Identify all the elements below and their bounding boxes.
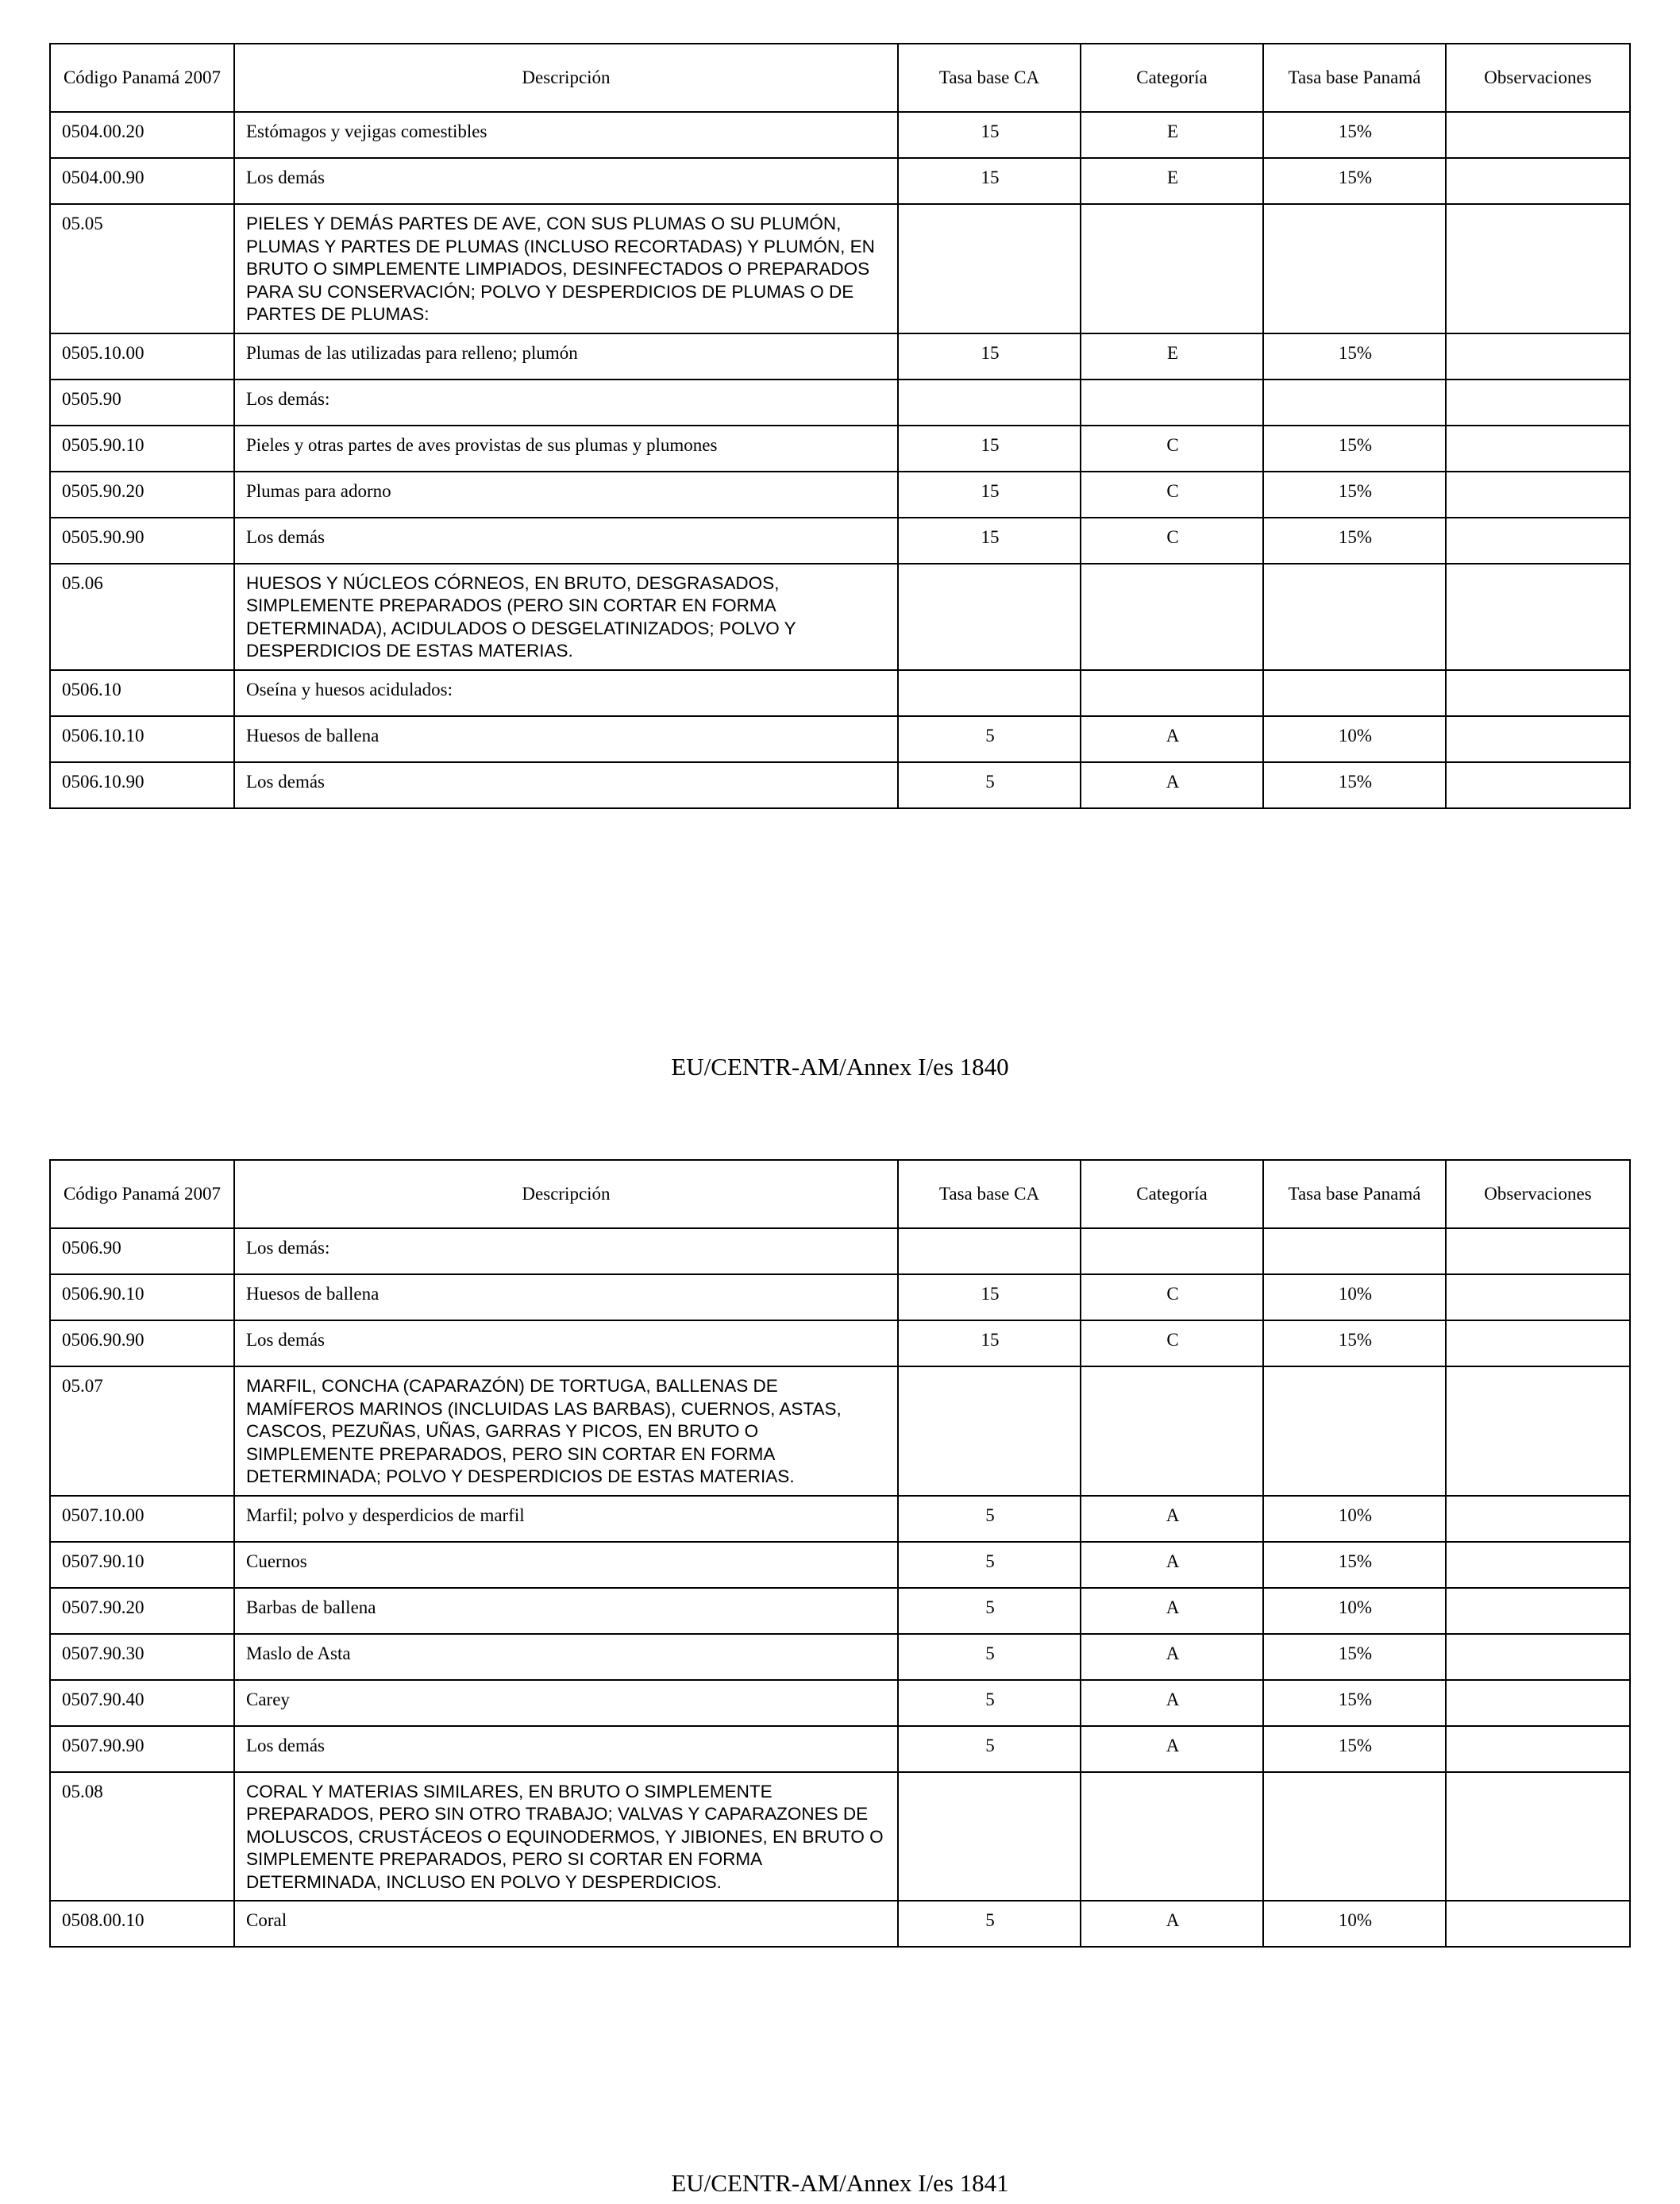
cell-description: Barbas de ballena xyxy=(234,1588,898,1634)
tariff-table-page-1841 xyxy=(49,1159,1631,1948)
cell-base-rate-panama: 10% xyxy=(1263,1496,1446,1542)
cell-category: A xyxy=(1081,1680,1263,1726)
cell-observations xyxy=(1446,1228,1630,1274)
cell-description: Cuernos xyxy=(234,1542,898,1588)
cell-observations xyxy=(1446,1588,1630,1634)
cell-code: 0507.90.90 xyxy=(50,1726,234,1772)
cell-base-rate-panama: 15% xyxy=(1263,333,1446,380)
cell-category xyxy=(1081,380,1263,426)
cell-code: 0504.00.20 xyxy=(50,112,234,158)
header-base-rate-panama: Tasa base Panamá xyxy=(1263,1160,1446,1228)
cell-code: 0506.10 xyxy=(50,670,234,716)
cell-base-rate-ca: 5 xyxy=(898,1901,1081,1947)
cell-description: Los demás xyxy=(234,518,898,564)
cell-base-rate-ca: 5 xyxy=(898,716,1081,762)
cell-code: 0505.90.90 xyxy=(50,518,234,564)
cell-base-rate-panama: 15% xyxy=(1263,1634,1446,1680)
cell-description: Los demás xyxy=(234,158,898,204)
page-footer: EU/CENTR-AM/Annex I/es 1841 xyxy=(671,2169,1009,2197)
table-row xyxy=(50,1496,1630,1542)
cell-description: Los demás xyxy=(234,1726,898,1772)
cell-description: Estómagos y vejigas comestibles xyxy=(234,112,898,158)
cell-base-rate-panama: 10% xyxy=(1263,716,1446,762)
cell-code: 0507.90.10 xyxy=(50,1542,234,1588)
cell-category xyxy=(1081,1366,1263,1496)
header-observations: Observaciones xyxy=(1446,44,1630,112)
cell-description: Huesos de ballena xyxy=(234,716,898,762)
cell-category: A xyxy=(1081,716,1263,762)
cell-base-rate-panama: 15% xyxy=(1263,112,1446,158)
table-row xyxy=(50,518,1630,564)
table-row xyxy=(50,1634,1630,1680)
cell-base-rate-ca: 5 xyxy=(898,1588,1081,1634)
table-body xyxy=(50,1228,1630,1947)
table-row xyxy=(50,380,1630,426)
cell-base-rate-ca: 15 xyxy=(898,1320,1081,1366)
table-header-row xyxy=(50,44,1630,112)
cell-code: 0506.90.10 xyxy=(50,1274,234,1320)
cell-base-rate-ca xyxy=(898,204,1081,333)
cell-observations xyxy=(1446,204,1630,333)
cell-category: A xyxy=(1081,1496,1263,1542)
header-category: Categoría xyxy=(1081,44,1263,112)
cell-base-rate-panama xyxy=(1263,380,1446,426)
cell-description: Coral xyxy=(234,1901,898,1947)
cell-base-rate-panama: 15% xyxy=(1263,762,1446,808)
cell-category: E xyxy=(1081,112,1263,158)
cell-code: 0508.00.10 xyxy=(50,1901,234,1947)
cell-category xyxy=(1081,564,1263,670)
cell-code: 0505.10.00 xyxy=(50,333,234,380)
cell-base-rate-ca xyxy=(898,1228,1081,1274)
cell-base-rate-ca: 15 xyxy=(898,158,1081,204)
cell-category xyxy=(1081,670,1263,716)
cell-category: C xyxy=(1081,1320,1263,1366)
cell-observations xyxy=(1446,1366,1630,1496)
cell-base-rate-ca: 5 xyxy=(898,1726,1081,1772)
table-row xyxy=(50,762,1630,808)
cell-observations xyxy=(1446,333,1630,380)
table-row xyxy=(50,158,1630,204)
cell-category: A xyxy=(1081,1588,1263,1634)
cell-base-rate-panama: 15% xyxy=(1263,426,1446,472)
header-category: Categoría xyxy=(1081,1160,1263,1228)
table-row xyxy=(50,1274,1630,1320)
table-row xyxy=(50,1901,1630,1947)
table-row xyxy=(50,1726,1630,1772)
table-row xyxy=(50,564,1630,670)
cell-observations xyxy=(1446,1634,1630,1680)
cell-code: 0507.90.20 xyxy=(50,1588,234,1634)
cell-observations xyxy=(1446,1726,1630,1772)
cell-description: Pieles y otras partes de aves provistas de sus plumas y plumones xyxy=(234,426,898,472)
cell-base-rate-ca: 15 xyxy=(898,333,1081,380)
cell-observations xyxy=(1446,1680,1630,1726)
header-base-rate-ca: Tasa base CA xyxy=(898,1160,1081,1228)
table-row xyxy=(50,1366,1630,1496)
cell-observations xyxy=(1446,762,1630,808)
cell-description: Plumas de las utilizadas para relleno; plumón xyxy=(234,333,898,380)
cell-category: A xyxy=(1081,762,1263,808)
cell-base-rate-ca xyxy=(898,1366,1081,1496)
table-row xyxy=(50,1542,1630,1588)
cell-observations xyxy=(1446,472,1630,518)
cell-code: 0506.90.90 xyxy=(50,1320,234,1366)
cell-description: Carey xyxy=(234,1680,898,1726)
cell-base-rate-panama xyxy=(1263,1228,1446,1274)
cell-category: A xyxy=(1081,1634,1263,1680)
cell-category: A xyxy=(1081,1542,1263,1588)
cell-description: MARFIL, CONCHA (CAPARAZÓN) DE TORTUGA, BALLENAS DE MAMÍFEROS MARINOS (INCLUIDAS LAS BARBAS), CUERNOS, ASTAS, CASCOS, PEZUÑAS, UÑAS, GARRAS Y PICOS, EN BRUTO O SIMPLEMENTE PREPARADOS, PERO SIN CORTAR EN FORMA DETERMINADA; POLVO Y DESPERDICIOS DE ESTAS MATERIAS. xyxy=(234,1366,898,1496)
cell-code: 05.05 xyxy=(50,204,234,333)
table-row xyxy=(50,716,1630,762)
cell-code: 0506.10.10 xyxy=(50,716,234,762)
cell-base-rate-ca xyxy=(898,564,1081,670)
cell-category: A xyxy=(1081,1726,1263,1772)
cell-code: 05.06 xyxy=(50,564,234,670)
cell-base-rate-panama xyxy=(1263,204,1446,333)
cell-base-rate-panama: 15% xyxy=(1263,1320,1446,1366)
cell-description: Oseína y huesos acidulados: xyxy=(234,670,898,716)
cell-observations xyxy=(1446,1274,1630,1320)
cell-base-rate-panama xyxy=(1263,1366,1446,1496)
cell-category: C xyxy=(1081,472,1263,518)
cell-code: 0507.90.40 xyxy=(50,1680,234,1726)
cell-code: 0506.90 xyxy=(50,1228,234,1274)
cell-code: 0506.10.90 xyxy=(50,762,234,808)
cell-base-rate-panama: 15% xyxy=(1263,1542,1446,1588)
cell-description: Marfil; polvo y desperdicios de marfil xyxy=(234,1496,898,1542)
cell-observations xyxy=(1446,1772,1630,1902)
cell-base-rate-panama: 15% xyxy=(1263,1680,1446,1726)
cell-observations xyxy=(1446,158,1630,204)
cell-observations xyxy=(1446,380,1630,426)
cell-code: 0505.90.20 xyxy=(50,472,234,518)
cell-observations xyxy=(1446,518,1630,564)
cell-base-rate-ca xyxy=(898,670,1081,716)
cell-base-rate-ca: 5 xyxy=(898,1634,1081,1680)
cell-observations xyxy=(1446,670,1630,716)
table-header-row xyxy=(50,1160,1630,1228)
table-row xyxy=(50,472,1630,518)
cell-description: HUESOS Y NÚCLEOS CÓRNEOS, EN BRUTO, DESGRASADOS, SIMPLEMENTE PREPARADOS (PERO SIN CORTAR EN FORMA DETERMINADA), ACIDULADOS O DESGELATINIZADOS; POLVO Y DESPERDICIOS DE ESTAS MATERIAS. xyxy=(234,564,898,670)
cell-base-rate-panama: 15% xyxy=(1263,158,1446,204)
cell-observations xyxy=(1446,1542,1630,1588)
cell-base-rate-ca xyxy=(898,380,1081,426)
cell-base-rate-ca: 5 xyxy=(898,1542,1081,1588)
cell-category: E xyxy=(1081,158,1263,204)
cell-observations xyxy=(1446,112,1630,158)
cell-description: Los demás: xyxy=(234,1228,898,1274)
cell-base-rate-panama: 15% xyxy=(1263,518,1446,564)
cell-description: PIELES Y DEMÁS PARTES DE AVE, CON SUS PLUMAS O SU PLUMÓN, PLUMAS Y PARTES DE PLUMAS (INCLUSO RECORTADAS) Y PLUMÓN, EN BRUTO O SIMPLEMENTE LIMPIADOS, DESINFECTADOS O PREPARADOS PARA SU CONSERVACIÓN; POLVO Y DESPERDICIOS DE PLUMAS O DE PARTES DE PLUMAS: xyxy=(234,204,898,333)
cell-category: E xyxy=(1081,333,1263,380)
cell-description: Los demás xyxy=(234,762,898,808)
cell-base-rate-ca: 15 xyxy=(898,426,1081,472)
cell-base-rate-panama: 10% xyxy=(1263,1901,1446,1947)
cell-code: 0507.90.30 xyxy=(50,1634,234,1680)
table-row xyxy=(50,426,1630,472)
header-observations: Observaciones xyxy=(1446,1160,1630,1228)
cell-base-rate-panama: 15% xyxy=(1263,472,1446,518)
cell-base-rate-ca: 5 xyxy=(898,1680,1081,1726)
cell-observations xyxy=(1446,1320,1630,1366)
cell-description: Maslo de Asta xyxy=(234,1634,898,1680)
cell-base-rate-ca: 15 xyxy=(898,472,1081,518)
cell-code: 0505.90 xyxy=(50,380,234,426)
cell-observations xyxy=(1446,564,1630,670)
header-code: Código Panamá 2007 xyxy=(50,1160,234,1228)
cell-description: Plumas para adorno xyxy=(234,472,898,518)
cell-code: 0507.10.00 xyxy=(50,1496,234,1542)
header-description: Descripción xyxy=(234,1160,898,1228)
cell-category: C xyxy=(1081,426,1263,472)
table-row xyxy=(50,1680,1630,1726)
cell-category: A xyxy=(1081,1901,1263,1947)
table-row xyxy=(50,1588,1630,1634)
header-code: Código Panamá 2007 xyxy=(50,44,234,112)
cell-category xyxy=(1081,1228,1263,1274)
cell-description: Huesos de ballena xyxy=(234,1274,898,1320)
cell-base-rate-ca: 15 xyxy=(898,518,1081,564)
page-footer: EU/CENTR-AM/Annex I/es 1840 xyxy=(671,1053,1009,1081)
cell-base-rate-panama: 10% xyxy=(1263,1588,1446,1634)
table-row xyxy=(50,1320,1630,1366)
cell-category xyxy=(1081,204,1263,333)
cell-description: Los demás xyxy=(234,1320,898,1366)
cell-description: CORAL Y MATERIAS SIMILARES, EN BRUTO O SIMPLEMENTE PREPARADOS, PERO SIN OTRO TRABAJO; VALVAS Y CAPARAZONES DE MOLUSCOS, CRUSTÁCEOS O EQUINODERMOS, Y JIBIONES, EN BRUTO O SIMPLEMENTE PREPARADOS, PERO SI CORTAR EN FORMA DETERMINADA, INCLUSO EN POLVO Y DESPERDICIOS. xyxy=(234,1772,898,1902)
table-row xyxy=(50,112,1630,158)
cell-base-rate-ca: 5 xyxy=(898,1496,1081,1542)
header-base-rate-panama: Tasa base Panamá xyxy=(1263,44,1446,112)
cell-observations xyxy=(1446,426,1630,472)
cell-base-rate-panama xyxy=(1263,564,1446,670)
cell-observations xyxy=(1446,1496,1630,1542)
cell-base-rate-panama: 10% xyxy=(1263,1274,1446,1320)
cell-base-rate-ca: 15 xyxy=(898,1274,1081,1320)
table-row xyxy=(50,333,1630,380)
cell-base-rate-panama xyxy=(1263,1772,1446,1902)
cell-code: 05.07 xyxy=(50,1366,234,1496)
header-description: Descripción xyxy=(234,44,898,112)
cell-base-rate-ca: 15 xyxy=(898,112,1081,158)
cell-base-rate-ca xyxy=(898,1772,1081,1902)
table-row xyxy=(50,670,1630,716)
cell-category xyxy=(1081,1772,1263,1902)
cell-observations xyxy=(1446,716,1630,762)
tariff-table-page-1840 xyxy=(49,43,1631,809)
cell-category: C xyxy=(1081,518,1263,564)
table-row xyxy=(50,1228,1630,1274)
cell-code: 0505.90.10 xyxy=(50,426,234,472)
cell-base-rate-ca: 5 xyxy=(898,762,1081,808)
table-row xyxy=(50,1772,1630,1902)
table-body xyxy=(50,112,1630,808)
cell-observations xyxy=(1446,1901,1630,1947)
cell-code: 0504.00.90 xyxy=(50,158,234,204)
header-base-rate-ca: Tasa base CA xyxy=(898,44,1081,112)
cell-category: C xyxy=(1081,1274,1263,1320)
table-row xyxy=(50,204,1630,333)
cell-base-rate-panama: 15% xyxy=(1263,1726,1446,1772)
cell-base-rate-panama xyxy=(1263,670,1446,716)
cell-code: 05.08 xyxy=(50,1772,234,1902)
cell-description: Los demás: xyxy=(234,380,898,426)
